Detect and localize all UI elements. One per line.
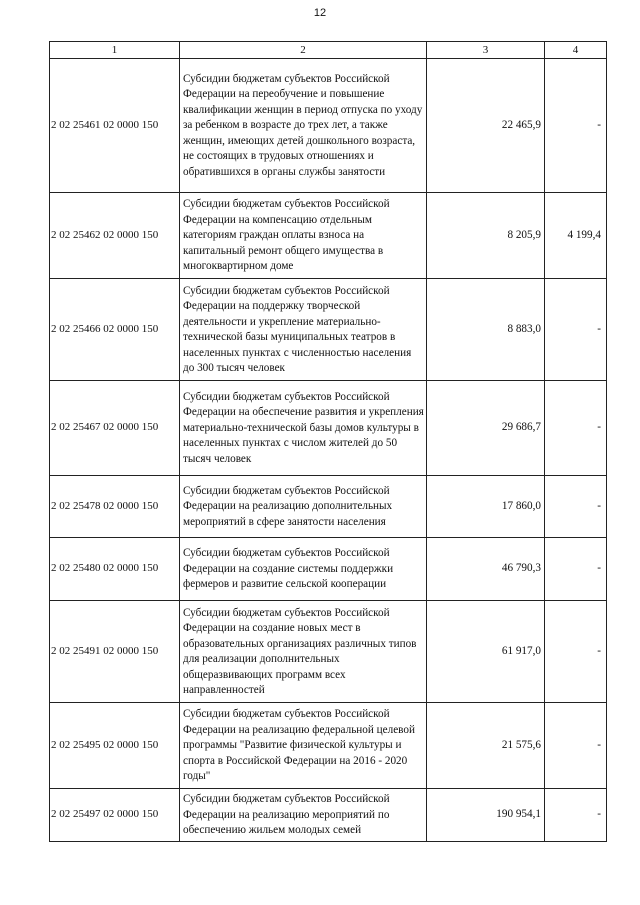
table-row — [50, 538, 607, 601]
row-value-col3: 21 575,6 — [427, 703, 545, 789]
row-description: Субсидии бюджетам субъектов Российской Федерации на создание системы поддержки фермеров и развитие сельской кооперации — [180, 538, 427, 601]
budget-table — [49, 41, 607, 842]
row-value-col3: 17 860,0 — [427, 476, 545, 538]
row-code: 2 02 25461 02 0000 150 — [50, 59, 180, 193]
table-row — [50, 601, 607, 703]
row-value-col4: - — [545, 59, 607, 193]
row-description: Субсидии бюджетам субъектов Российской Федерации на поддержку творческой деятельности и укрепление материально-технической базы муниципальных театров в населенных пунктах с численностью населения до 300 тысяч человек — [180, 279, 427, 381]
row-value-col3: 29 686,7 — [427, 381, 545, 476]
row-description: Субсидии бюджетам субъектов Российской Федерации на реализацию мероприятий по обеспечению жильем молодых семей — [180, 789, 427, 842]
row-code: 2 02 25478 02 0000 150 — [50, 476, 180, 538]
row-value-col3: 22 465,9 — [427, 59, 545, 193]
header-col-1: 1 — [50, 42, 180, 59]
header-col-2: 2 — [180, 42, 427, 59]
row-code: 2 02 25480 02 0000 150 — [50, 538, 180, 601]
row-code: 2 02 25467 02 0000 150 — [50, 381, 180, 476]
row-value-col4: - — [545, 601, 607, 703]
table-row — [50, 789, 607, 842]
header-col-4: 4 — [545, 42, 607, 59]
row-value-col4: - — [545, 279, 607, 381]
row-value-col4: - — [545, 381, 607, 476]
row-code: 2 02 25466 02 0000 150 — [50, 279, 180, 381]
row-description: Субсидии бюджетам субъектов Российской Федерации на обеспечение развития и укрепления материально-технической базы домов культуры в населенных пунктах с числом жителей до 50 тысяч человек — [180, 381, 427, 476]
row-value-col3: 8 205,9 — [427, 193, 545, 279]
table-header-row — [50, 42, 607, 59]
page-number: 12 — [313, 7, 327, 19]
table-row — [50, 381, 607, 476]
row-code: 2 02 25462 02 0000 150 — [50, 193, 180, 279]
header-col-3: 3 — [427, 42, 545, 59]
row-code: 2 02 25495 02 0000 150 — [50, 703, 180, 789]
row-code: 2 02 25497 02 0000 150 — [50, 789, 180, 842]
row-value-col3: 190 954,1 — [427, 789, 545, 842]
table-row — [50, 703, 607, 789]
row-description: Субсидии бюджетам субъектов Российской Федерации на реализацию федеральной целевой программы "Развитие физической культуры и спорта в Российской Федерации на 2016 - 2020 годы" — [180, 703, 427, 789]
row-value-col4: - — [545, 538, 607, 601]
table-row — [50, 59, 607, 193]
table-row — [50, 476, 607, 538]
row-description: Субсидии бюджетам субъектов Российской Федерации на создание новых мест в образовательных организациях различных типов для реализации дополнительных общеразвивающих программ всех направленностей — [180, 601, 427, 703]
table-row — [50, 279, 607, 381]
row-value-col4: - — [545, 703, 607, 789]
row-description: Субсидии бюджетам субъектов Российской Федерации на переобучение и повышение квалификации женщин в период отпуска по уходу за ребенком в возрасте до трех лет, а также женщин, имеющих детей дошкольного возраста, не состоящих в трудовых отношениях и обратившихся в органы службы занятости — [180, 59, 427, 193]
row-value-col3: 61 917,0 — [427, 601, 545, 703]
row-description: Субсидии бюджетам субъектов Российской Федерации на реализацию дополнительных мероприятий в сфере занятости населения — [180, 476, 427, 538]
row-value-col3: 46 790,3 — [427, 538, 545, 601]
row-value-col4: - — [545, 476, 607, 538]
row-value-col4: 4 199,4 — [545, 193, 607, 279]
row-description: Субсидии бюджетам субъектов Российской Федерации на компенсацию отдельным категориям граждан оплаты взноса на капитальный ремонт общего имущества в многоквартирном доме — [180, 193, 427, 279]
row-value-col3: 8 883,0 — [427, 279, 545, 381]
row-code: 2 02 25491 02 0000 150 — [50, 601, 180, 703]
table-row — [50, 193, 607, 279]
row-value-col4: - — [545, 789, 607, 842]
